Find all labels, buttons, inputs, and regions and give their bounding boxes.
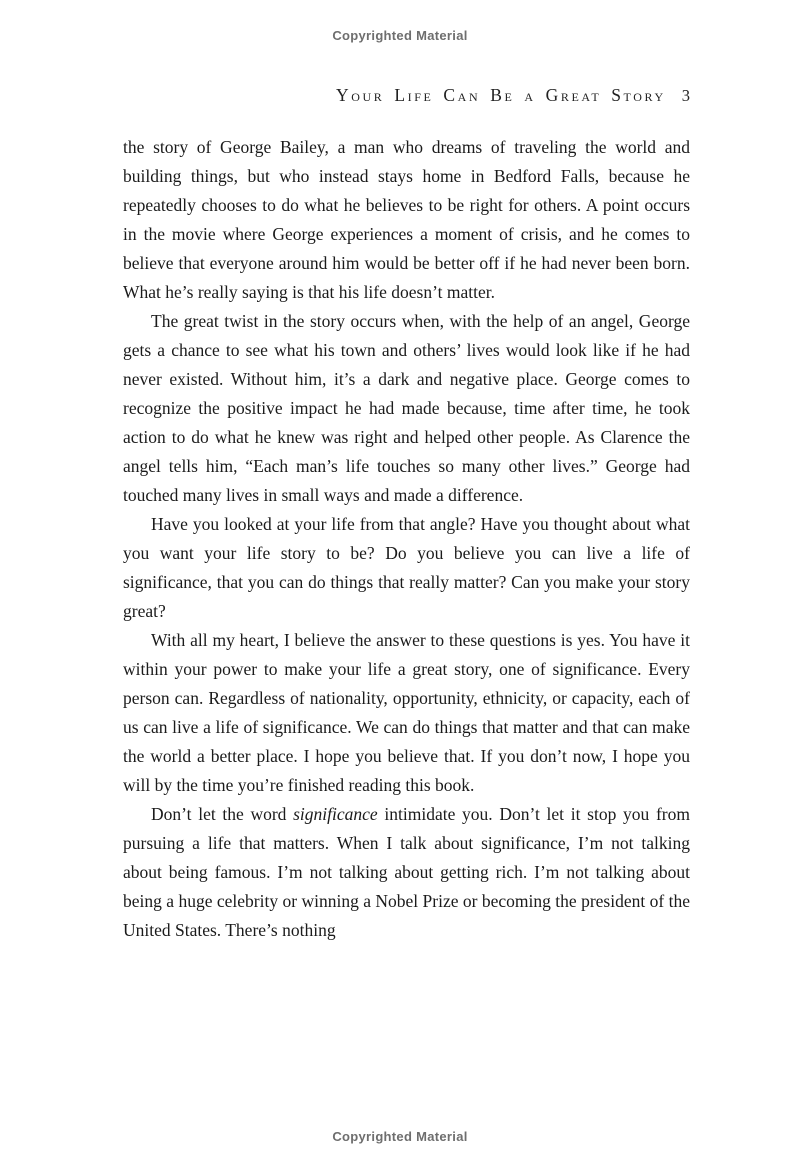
paragraph: Have you looked at your life from that angle? Have you thought about what you want your life story to be? Do you believe you can live a life of significance, that you can do things that really matter? Can you make your story great? — [123, 514, 690, 621]
paragraph-text: Don’t let the word — [151, 804, 294, 824]
paragraph-text: intimidate you. Don’t let it stop you from pursuing a life that matters. When I talk about significance, I’m not talking about being famous. I’m not talking about getting rich. I’m not talking about being a huge celebrity or winning a Nobel Prize or becoming the president of the United States. There’s nothing — [123, 804, 690, 940]
paragraph: With all my heart, I believe the answer to these questions is yes. You have it within your power to make your life a great story, one of significance. Every person can. Regardless of nationality, opportunity, ethnicity, or capacity, each of us can live a life of significance. We can do things that matter and that can make the world a better place. I hope you believe that. If you don’t now, I hope you will by the time you’re finished reading this book. — [123, 630, 690, 795]
paragraph: The great twist in the story occurs when, with the help of an angel, George gets a chance to see what his town and others’ lives would look like if he had never existed. Without him, it’s a dark and negative place. George comes to recognize the positive impact he had made because, time after time, he took action to do what he knew was right and helped other people. As Clarence the angel tells him, “Each man’s life touches so many other lives.” George had touched many lives in small ways and made a difference. — [123, 311, 690, 505]
italic-word: significance — [293, 804, 378, 824]
page-number: 3 — [681, 86, 690, 105]
copyright-notice-top: Copyrighted Material — [332, 28, 468, 43]
paragraph: the story of George Bailey, a man who dreams of traveling the world and building things, but who instead stays home in Bedford Falls, because he repeatedly chooses to do what he believes to be right for others. A point occurs in the movie where George experiences a moment of crisis, and he comes to believe that everyone around him would be better off if he had never been born. What he’s really saying is that his life doesn’t matter. — [123, 137, 690, 302]
body-text — [123, 133, 690, 945]
copyright-notice-bottom: Copyrighted Material — [332, 1129, 468, 1144]
chapter-running-title: Your Life Can Be a Great Story — [336, 85, 666, 105]
running-header — [123, 85, 690, 106]
paragraph — [123, 800, 690, 945]
